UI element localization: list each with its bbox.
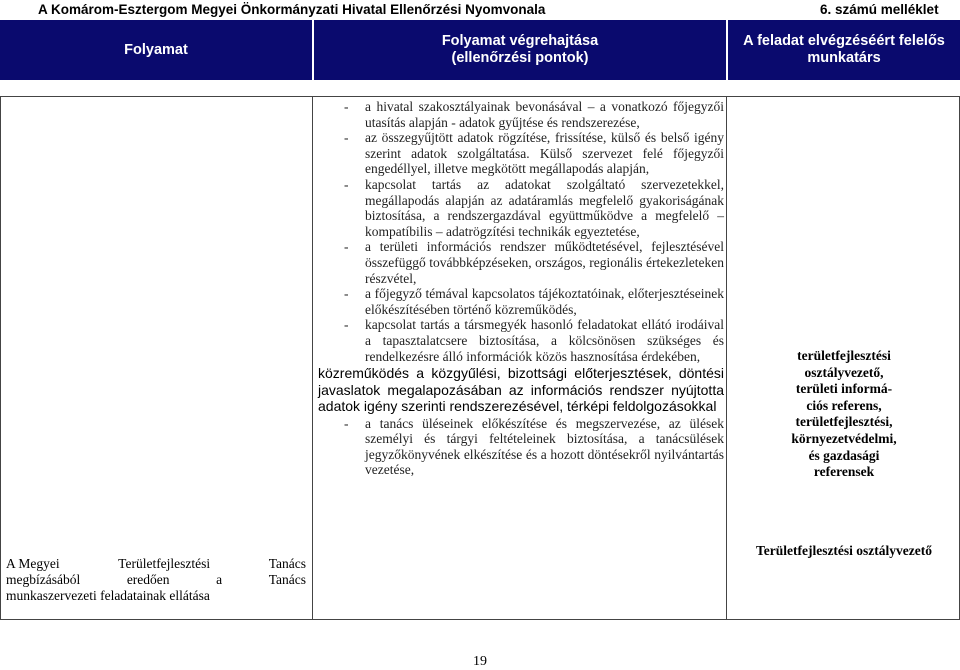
- execution-cell: [318, 99, 724, 478]
- column-header-responsible-line1: A feladat elvégzéséért felelős: [743, 33, 945, 49]
- list-item: - a hivatal szakosztályainak bevonásával – a vonatkozó főjegyzői utasítás alapján - adatok gyűjtése és rendszerezése,: [344, 99, 724, 130]
- column-divider: [312, 96, 313, 620]
- annex-label: 6. számú melléklet: [820, 2, 939, 17]
- column-header-process: Folyamat: [0, 20, 312, 80]
- process-cell: A Megyei Területfejlesztési Tanács megbízásából eredően a Tanács munkaszervezeti feladatainak ellátása: [6, 556, 306, 603]
- responsible-staff-1: területfejlesztési osztályvezető, területi informá- ciós referens, területfejlesztési, környezetvédelmi, és gazdasági referensek: [791, 348, 897, 480]
- list-item: - kapcsolat tartás a társmegyék hasonló feladatokat ellátó irodáival a tapasztalatcsere biztosítása, a kölcsönösen szükséges és rendelkezésre álló információk közös hasznosítása érdekében,: [344, 317, 724, 364]
- column-header-execution-line1: Folyamat végrehajtása: [441, 33, 599, 49]
- page-number: 19: [473, 654, 487, 669]
- column-header-execution: [314, 20, 726, 80]
- document-header: [0, 0, 960, 18]
- column-header-responsible-line2: munkatárs: [807, 50, 881, 66]
- list-item: - a tanács üléseinek előkészítése és megszervezése, az ülések személyi és tárgyi feltételeinek biztosítása, a tanácsülések jegyzőkönyvének elkészítése és a hozott döntésekről nyilvántartás vezetése,: [344, 415, 724, 478]
- execution-paragraph: közreműködés a közgyűlési, bizottsági előterjesztések, döntési javaslatok megalapozásában az információs rendszer nyújtotta adatok igény szerinti rendszerezésével, térképi feldolgozásokkal: [318, 365, 724, 415]
- header-title: A Komárom-Esztergom Megyei Önkormányzati Hivatal Ellenőrzési Nyomvonala: [38, 2, 546, 17]
- responsible-staff-2: Területfejlesztési osztályvezető: [755, 543, 933, 558]
- column-header-execution-line2: (ellenőrzési pontok): [451, 50, 589, 66]
- list-item: - a területi információs rendszer működtetésével, fejlesztésével összefüggő továbbképzéseken, országos, regionális értekezleteken részvétel,: [344, 239, 724, 286]
- list-item: - a főjegyző témával kapcsolatos tájékoztatóinak, előterjesztéseinek előkészítésében történő közreműködés,: [344, 286, 724, 317]
- list-item: - kapcsolat tartás az adatokat szolgáltató szervezetekkel, megállapodás alapján az adatáramlás megfelelő gyakoriságának biztosítása, a rendszergazdával együttműködve a megfelelő – kompatíbilis – adatrögzítési technikák egyeztetése,: [344, 176, 724, 239]
- list-item: - az összegyűjtött adatok rögzítése, frissítése, külső és belső igény szerint adatok szolgáltatása. Külső szervezet felé főjegyzői engedéllyel, illetve megkötött megállapodás alapján,: [344, 130, 724, 177]
- column-header-responsible: [728, 20, 960, 80]
- column-divider: [726, 96, 727, 620]
